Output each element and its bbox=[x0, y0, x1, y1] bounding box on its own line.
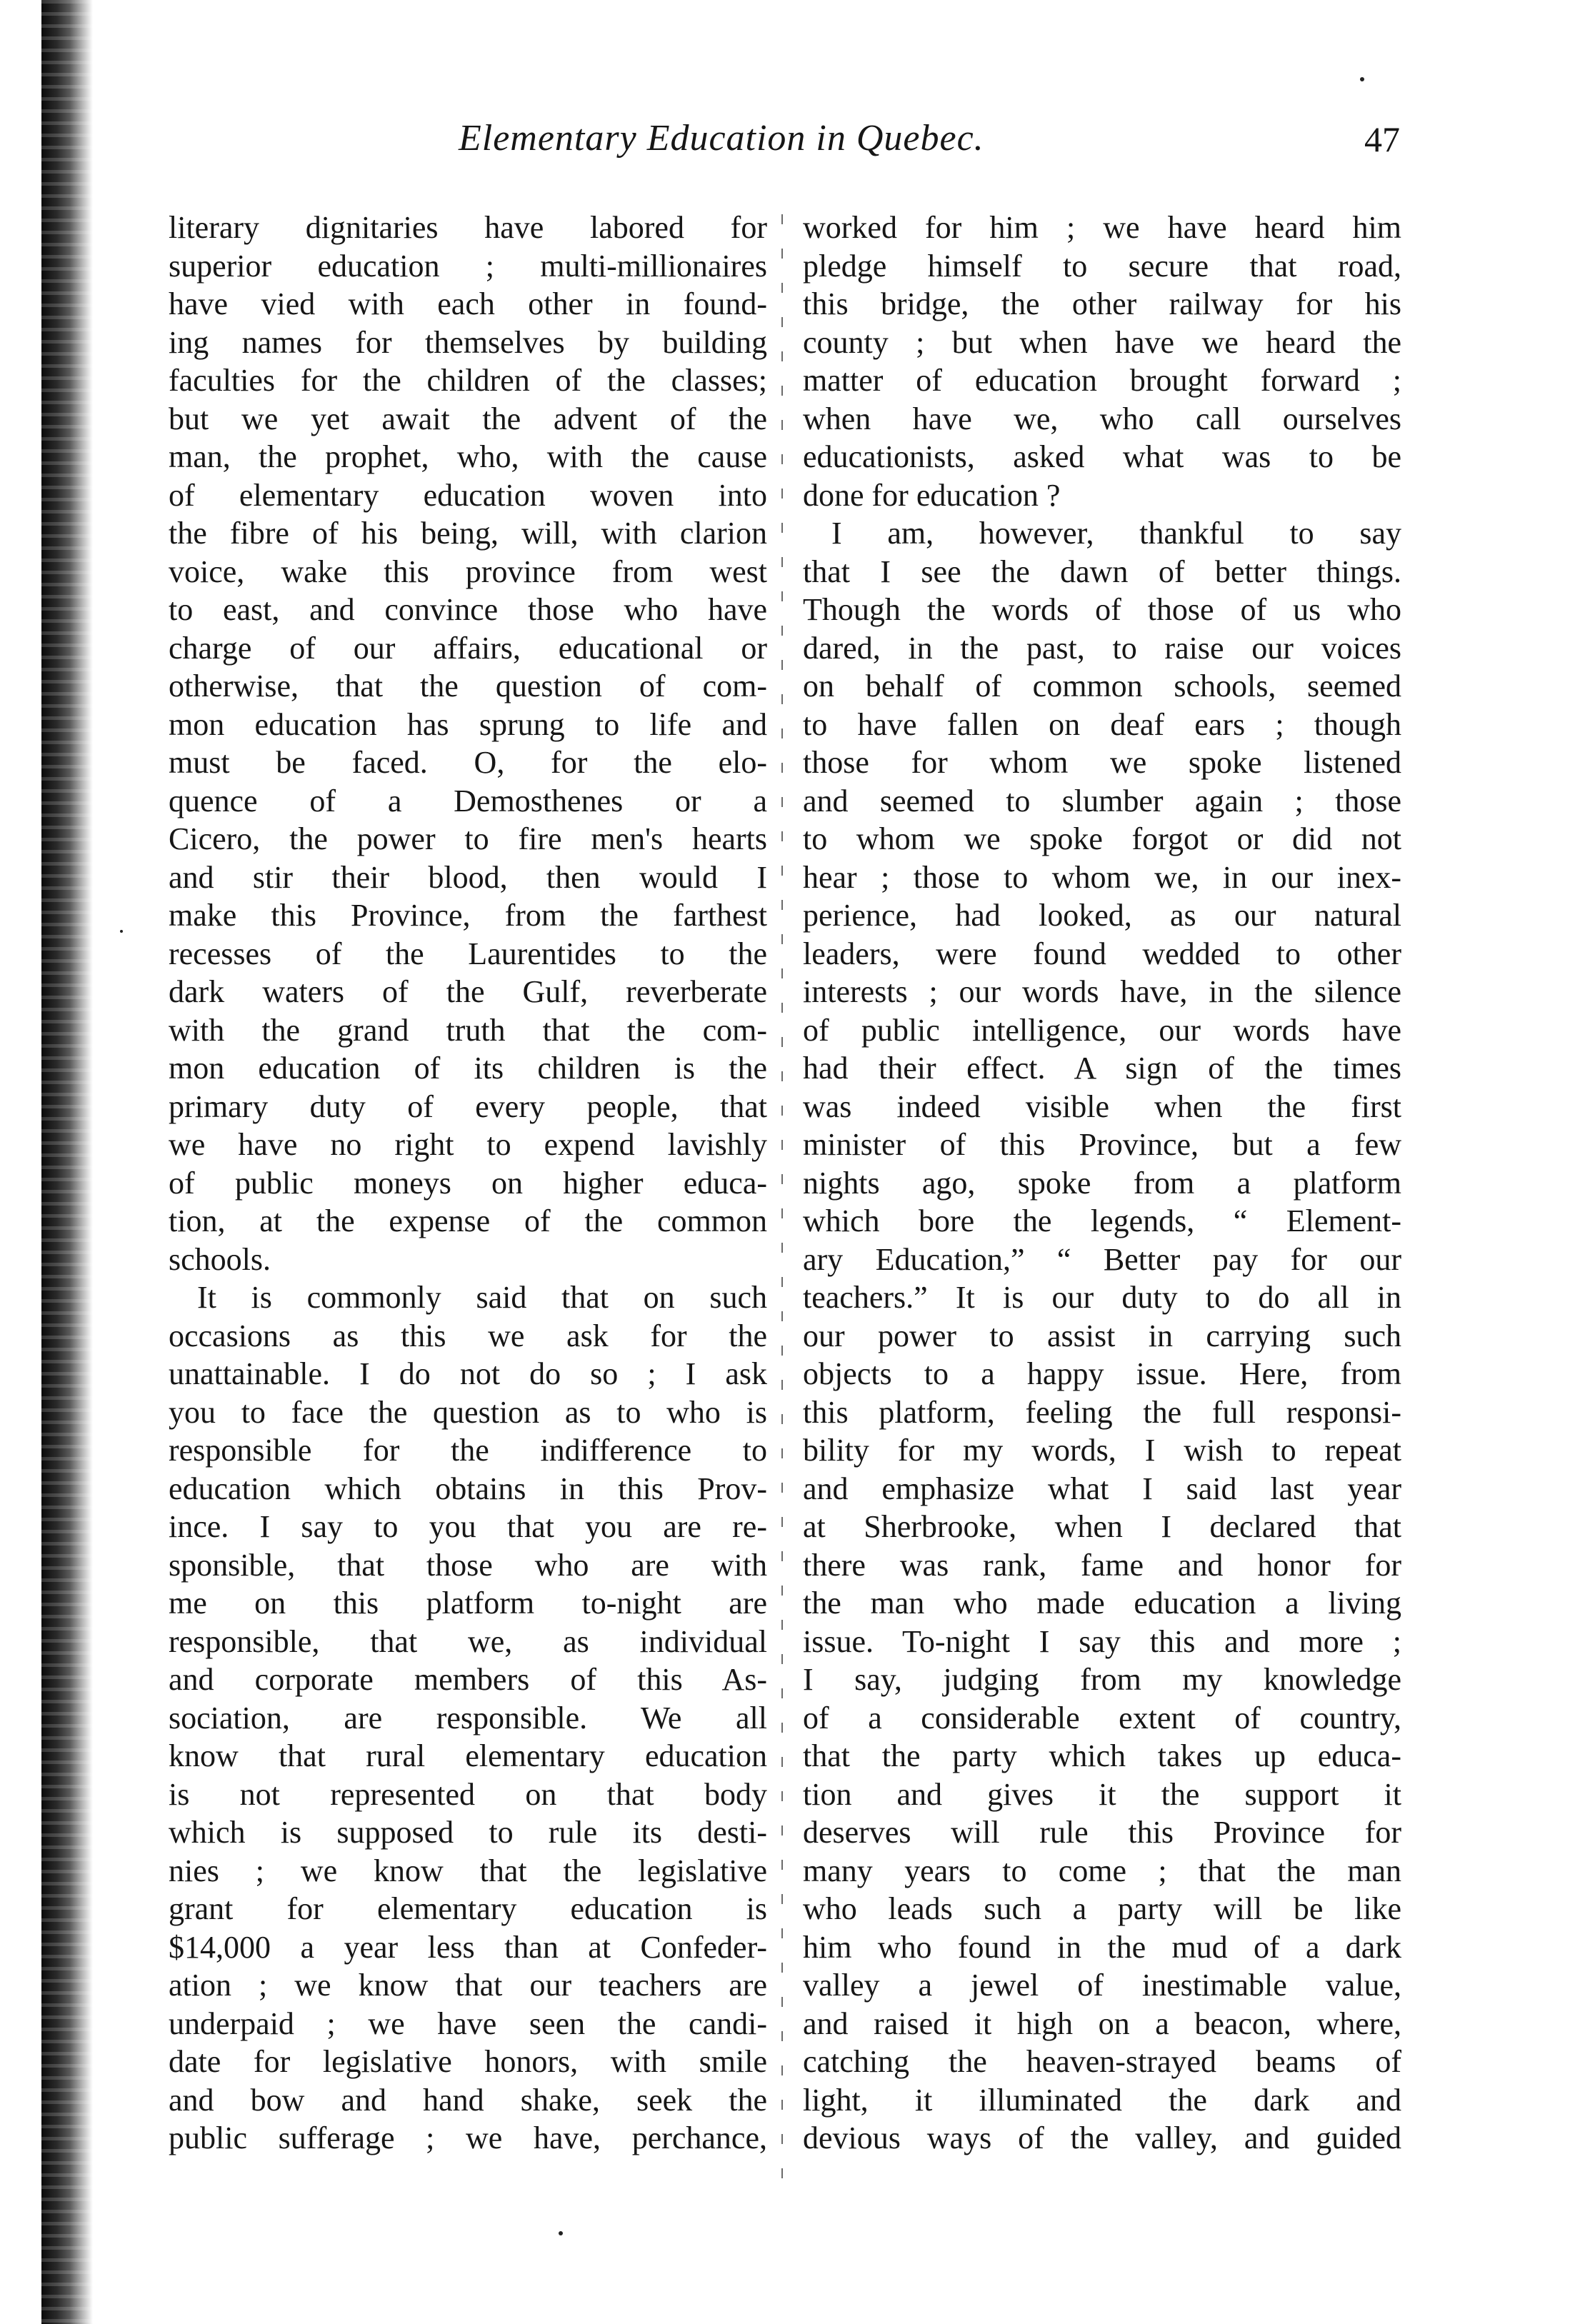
text-line: with the grand truth that the com- bbox=[169, 1012, 767, 1048]
text-line: bility for my words, I wish to repeat bbox=[803, 1433, 1401, 1468]
text-line: underpaid ; we have seen the candi- bbox=[169, 2005, 767, 2041]
text-line: sociation, are responsible. We all bbox=[169, 1700, 767, 1736]
text-line: light, it illuminated the dark and bbox=[803, 2082, 1401, 2118]
text-line: unattainable. I do not do so ; I ask bbox=[169, 1356, 767, 1391]
text-line: minister of this Province, but a few bbox=[803, 1127, 1401, 1162]
text-line: responsible for the indifference to bbox=[169, 1433, 767, 1468]
text-line: of public intelligence, our words have bbox=[803, 1012, 1401, 1048]
text-line: devious ways of the valley, and guided bbox=[803, 2120, 1401, 2155]
text-line: to have fallen on deaf ears ; though bbox=[803, 706, 1401, 742]
text-line: tion, at the expense of the common bbox=[169, 1203, 767, 1238]
text-line: this bridge, the other railway for his bbox=[803, 286, 1401, 321]
print-speck bbox=[120, 930, 123, 933]
text-line: me on this platform to-night are bbox=[169, 1586, 767, 1621]
text-line: that the party which takes up educa- bbox=[803, 1738, 1401, 1773]
text-line: man, the prophet, who, with the cause bbox=[169, 439, 767, 474]
text-line: which is supposed to rule its desti- bbox=[169, 1815, 767, 1850]
scanned-binding-edge bbox=[41, 0, 93, 2324]
text-line: on behalf of common schools, seemed bbox=[803, 668, 1401, 703]
text-line: date for legislative honors, with smile bbox=[169, 2044, 767, 2079]
text-line: and corporate members of this As- bbox=[169, 1662, 767, 1697]
text-line: make this Province, from the farthest bbox=[169, 898, 767, 933]
text-line: Cicero, the power to fire men's hearts bbox=[169, 821, 767, 856]
text-line: recesses of the Laurentides to the bbox=[169, 936, 767, 971]
page-number: 47 bbox=[1364, 119, 1400, 159]
text-line: I say, judging from my knowledge bbox=[803, 1662, 1401, 1697]
text-line: $14,000 a year less than at Confeder- bbox=[169, 1929, 767, 1965]
text-line: education which obtains in this Prov- bbox=[169, 1471, 767, 1506]
text-line: done for education ? bbox=[803, 477, 1061, 513]
print-speck bbox=[1360, 77, 1364, 81]
text-line: have vied with each other in found- bbox=[169, 286, 767, 321]
text-line: you to face the question as to who is bbox=[169, 1394, 767, 1430]
text-line: there was rank, fame and honor for bbox=[803, 1547, 1401, 1583]
text-line: superior education ; multi-millionaires bbox=[169, 248, 767, 284]
left-text-column bbox=[169, 209, 767, 2158]
text-line: and stir their blood, then would I bbox=[169, 859, 767, 895]
text-line: our power to assist in carrying such bbox=[803, 1318, 1401, 1353]
column-divider bbox=[781, 214, 783, 2185]
print-speck bbox=[559, 2231, 563, 2235]
text-line: mon education has sprung to life and bbox=[169, 706, 767, 742]
text-line: is not represented on that body bbox=[169, 1776, 767, 1812]
text-line: perience, had looked, as our natural bbox=[803, 898, 1401, 933]
text-line: the man who made education a living bbox=[803, 1586, 1401, 1621]
running-title: Elementary Education in Quebec. bbox=[459, 118, 984, 159]
text-line: those for whom we spoke listened bbox=[803, 745, 1401, 780]
text-line: of a considerable extent of country, bbox=[803, 1700, 1401, 1736]
text-line: schools. bbox=[169, 1241, 271, 1277]
text-line: voice, wake this province from west bbox=[169, 554, 767, 589]
text-line: educationists, asked what was to be bbox=[803, 439, 1401, 474]
text-line: responsible, that we, as individual bbox=[169, 1623, 767, 1659]
text-line: know that rural elementary education bbox=[169, 1738, 767, 1773]
paragraph-start-line: It is commonly said that on such bbox=[197, 1280, 767, 1315]
text-line: at Sherbrooke, when I declared that bbox=[803, 1509, 1401, 1544]
text-line: of public moneys on higher educa- bbox=[169, 1165, 767, 1201]
text-line: had their effect. A sign of the times bbox=[803, 1051, 1401, 1086]
text-line: occasions as this we ask for the bbox=[169, 1318, 767, 1353]
text-line: valley a jewel of inestimable value, bbox=[803, 1968, 1401, 2003]
text-line: and seemed to slumber again ; those bbox=[803, 783, 1401, 818]
text-line: literary dignitaries have labored for bbox=[169, 210, 767, 245]
text-line: quence of a Demosthenes or a bbox=[169, 783, 767, 818]
text-line: and bow and hand shake, seek the bbox=[169, 2082, 767, 2118]
text-line: grant for elementary education is bbox=[169, 1891, 767, 1926]
text-line: tion and gives it the support it bbox=[803, 1776, 1401, 1812]
text-line: to east, and convince those who have bbox=[169, 592, 767, 627]
text-line: pledge himself to secure that road, bbox=[803, 248, 1401, 284]
text-line: faculties for the children of the classes; bbox=[169, 363, 767, 398]
text-line: the fibre of his being, will, with clarion bbox=[169, 516, 767, 551]
text-line: many years to come ; that the man bbox=[803, 1853, 1401, 1888]
text-line: charge of our affairs, educational or bbox=[169, 630, 767, 666]
text-line: primary duty of every people, that bbox=[169, 1088, 767, 1124]
text-line: and emphasize what I said last year bbox=[803, 1471, 1401, 1506]
text-line: him who found in the mud of a dark bbox=[803, 1929, 1401, 1965]
text-line: deserves will rule this Province for bbox=[803, 1815, 1401, 1850]
text-line: we have no right to expend lavishly bbox=[169, 1127, 767, 1162]
text-line: sponsible, that those who are with bbox=[169, 1547, 767, 1583]
text-line: catching the heaven-strayed beams of bbox=[803, 2044, 1401, 2079]
text-line: which bore the legends, “ Element- bbox=[803, 1203, 1401, 1238]
text-line: when have we, who call ourselves bbox=[803, 401, 1401, 436]
text-line: to whom we spoke forgot or did not bbox=[803, 821, 1401, 856]
text-line: but we yet await the advent of the bbox=[169, 401, 767, 436]
paragraph-start-line: I am, however, thankful to say bbox=[831, 516, 1401, 551]
text-line: that I see the dawn of better things. bbox=[803, 554, 1401, 589]
text-line: interests ; our words have, in the silence bbox=[803, 974, 1401, 1009]
text-line: this platform, feeling the full responsi- bbox=[803, 1394, 1401, 1430]
text-line: dark waters of the Gulf, reverberate bbox=[169, 974, 767, 1009]
text-line: of elementary education woven into bbox=[169, 477, 767, 513]
text-line: nights ago, spoke from a platform bbox=[803, 1165, 1401, 1201]
text-line: who leads such a party will be like bbox=[803, 1891, 1401, 1926]
text-line: worked for him ; we have heard him bbox=[803, 210, 1401, 245]
text-line: nies ; we know that the legislative bbox=[169, 1853, 767, 1888]
text-line: objects to a happy issue. Here, from bbox=[803, 1356, 1401, 1391]
text-line: county ; but when have we heard the bbox=[803, 324, 1401, 360]
text-line: public sufferage ; we have, perchance, bbox=[169, 2120, 767, 2155]
text-line: was indeed visible when the first bbox=[803, 1088, 1401, 1124]
text-line: must be faced. O, for the elo- bbox=[169, 745, 767, 780]
text-line: teachers.” It is our duty to do all in bbox=[803, 1280, 1401, 1315]
text-line: Though the words of those of us who bbox=[803, 592, 1401, 627]
text-line: ing names for themselves by building bbox=[169, 324, 767, 360]
text-line: mon education of its children is the bbox=[169, 1051, 767, 1086]
text-line: dared, in the past, to raise our voices bbox=[803, 630, 1401, 666]
text-line: hear ; those to whom we, in our inex- bbox=[803, 859, 1401, 895]
text-line: ary Education,” “ Better pay for our bbox=[803, 1241, 1401, 1277]
text-line: ation ; we know that our teachers are bbox=[169, 1968, 767, 2003]
text-line: issue. To-night I say this and more ; bbox=[803, 1623, 1401, 1659]
text-line: otherwise, that the question of com- bbox=[169, 668, 767, 703]
text-line: matter of education brought forward ; bbox=[803, 363, 1401, 398]
right-text-column bbox=[803, 209, 1401, 2158]
text-line: and raised it high on a beacon, where, bbox=[803, 2005, 1401, 2041]
text-line: ince. I say to you that you are re- bbox=[169, 1509, 767, 1544]
text-line: leaders, were found wedded to other bbox=[803, 936, 1401, 971]
